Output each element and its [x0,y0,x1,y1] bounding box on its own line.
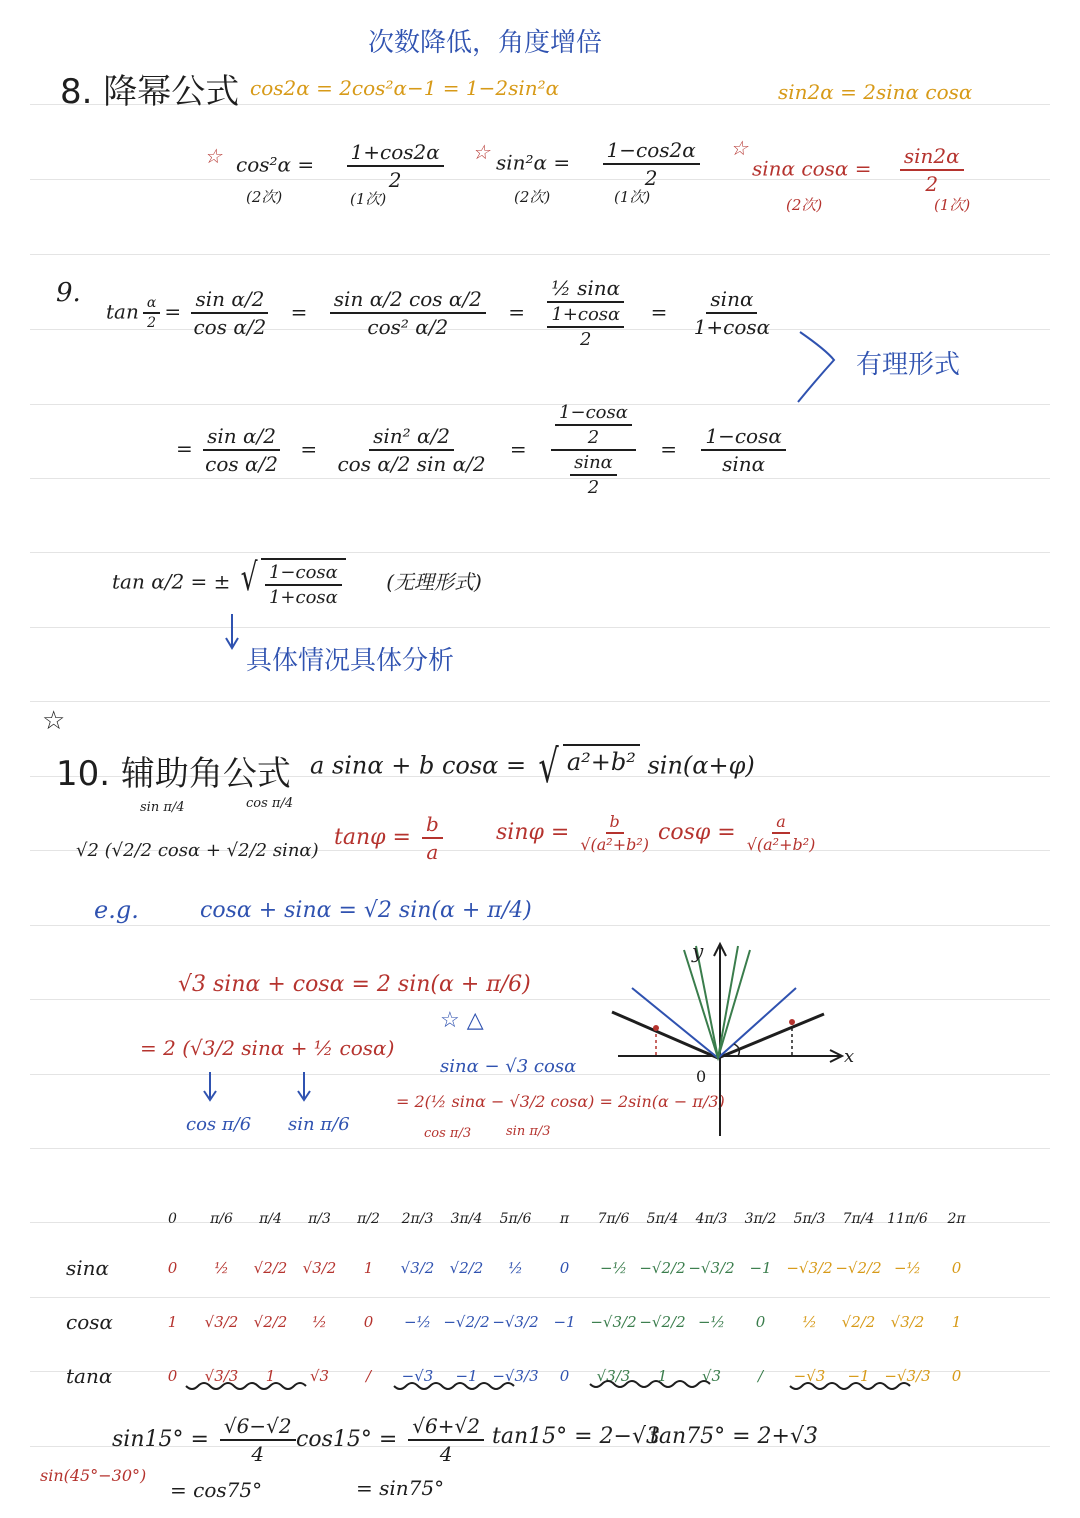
table-cell: −1 [749,1259,772,1277]
r1-d-den: 1+cosα [693,315,771,339]
formula-sincos-lhs: sinα cosα = [752,156,872,181]
tan75: tan75° = 2+√3 [650,1424,818,1449]
sin-phi-num: b [606,812,624,834]
formula-cos2-lhs: cos²α = [236,152,315,177]
table-cell: −√2/2 [835,1259,882,1277]
table-cell: √3 [701,1367,722,1385]
table-cell: √3/2 [204,1313,239,1331]
wavy-underline-icon [184,1380,944,1394]
table-cell: 0 [951,1259,962,1277]
degree-note-1x-a: (1次) [350,190,387,208]
table-header-cell: π/6 [210,1211,233,1227]
trig-value-table [66,1197,981,1403]
degree-note-2x-c: (2次) [786,196,823,214]
expand-sqrt2: √2 (√2/2 cosα + √2/2 sinα) [76,840,319,861]
r1-c-den-top: 1+cosα [547,304,624,328]
example-2: √3 sinα + cosα = 2 sin(α + π/6) [178,972,531,997]
table-row [66,1295,981,1349]
table-cell: √3/3 [204,1367,239,1385]
cos-phi [658,812,819,854]
table-cell: √3/3 [596,1367,631,1385]
star-icon: ☆ [204,144,222,168]
r2-a-num: sin α/2 [203,424,280,451]
r2-d-num: 1−cosα [701,424,786,451]
table-cell: 1 [951,1313,962,1331]
r1-a-num: sin α/2 [191,287,268,314]
star-icon: ☆ [472,140,490,164]
origin-label: 0 [696,1067,707,1086]
example-2-cos: cos π/6 [186,1114,252,1135]
table-cell: 0 [559,1367,570,1385]
irrational-lhs: tan α/2 = ± [112,569,231,594]
header-note: 次数降低，角度增倍 [368,28,603,58]
tan-phi-num: b [422,812,443,839]
hint-cos-pi4: cos π/4 [246,796,294,811]
aux-rhs: sin(α+φ) [647,751,755,780]
r1-a-den: cos α/2 [193,315,267,339]
aux-radicand: a²+b² [563,744,640,790]
formula-sincos-den: 2 [925,172,939,196]
r2-d-den: sinα [722,452,766,476]
formula-sincos-num: sin2α [900,144,964,171]
sin-phi-den: √(a²+b²) [580,835,650,854]
section-10-title: 10. 辅助角公式 [56,754,291,794]
row-label-tan: tanα [66,1364,113,1388]
r2-b-den: cos α/2 sin α/2 [337,452,486,476]
r2-c-num-top: 1−cosα [555,402,632,426]
tan-phi-lhs: tanφ = [334,825,411,850]
table-cell: 1 [363,1259,374,1277]
example-2-sin: sin π/6 [288,1114,350,1135]
irrational-form: tan α/2 = ± √ $\frac{1-\cos\alpha}{1+\cos\alpha}$ (无理形式) [112,555,482,608]
example-3: sinα − √3 cosα [440,1056,577,1077]
equals-sign: = [300,436,318,461]
table-cell: / [757,1367,764,1385]
table-cell: 0 [363,1313,374,1331]
table-header-cell: 3π/2 [744,1211,777,1227]
half-angle-row-2 [176,402,790,498]
table-header-cell: 7π/6 [597,1211,630,1227]
r1-c-den-bot: 2 [580,329,592,350]
table-cell: 0 [167,1367,178,1385]
formula-sincos [752,144,968,196]
cos15-num: √6+√2 [408,1414,484,1441]
table-cell: −√3/2 [492,1313,539,1331]
table-cell: 0 [167,1259,178,1277]
table-header-cell: 5π/4 [646,1211,679,1227]
table-header-cell: 5π/6 [499,1211,532,1227]
table-header-cell: 0 [168,1211,177,1227]
double-angle-cos: cos2α = 2cos²α−1 = 1−2sin²α [250,76,560,100]
table-cell: −√3/2 [688,1259,735,1277]
irr-num: 1−cosα [265,562,342,586]
table-cell: ½ [214,1259,229,1277]
formula-cos2 [236,140,448,192]
table-header-row [66,1197,981,1241]
table-header-cell: π [559,1211,570,1227]
row-label-cos: cosα [66,1310,114,1334]
degree-note-1x-b: (1次) [614,188,651,206]
tan-phi-den: a [426,840,439,864]
example-3-cos: cos π/3 [424,1126,472,1141]
table-cell: −½ [403,1313,432,1331]
section-8-title: 8. 降幂公式 [60,72,240,112]
table-cell: −√2/2 [639,1259,686,1277]
auxiliary-angle-formula: a sinα + b cosα = √ a²+b² sin(α+φ) [310,740,755,793]
table-cell: −√3/3 [884,1367,931,1385]
star-icon: ☆ [730,136,748,160]
cos15-den: 4 [439,1442,453,1466]
table-cell: −½ [697,1313,726,1331]
table-cell: −½ [599,1259,628,1277]
axis-y-label: y [692,939,704,963]
table-cell: −√3/2 [786,1259,833,1277]
table-cell: √3 [309,1367,330,1385]
table-cell: 1 [657,1367,668,1385]
r2-c-num-bot: 2 [587,427,600,448]
r1-b-den: cos² α/2 [367,315,449,339]
table-cell: 1 [265,1367,276,1385]
sin-phi-lhs: sinφ = [496,820,570,845]
eg-label: e.g. [94,896,139,924]
table-header-cell: 5π/3 [793,1211,826,1227]
table-cell: −√3 [401,1367,434,1385]
cos-phi-num: a [772,812,790,834]
rational-form-label: 有理形式 [856,350,961,380]
table-header-cell: 7π/4 [842,1211,875,1227]
table-cell: √2/2 [449,1259,484,1277]
arrow-down-icon [222,612,242,652]
tan15: tan15° = 2−√3 [492,1424,660,1449]
degree-note-2x-b: (2次) [514,188,551,206]
r1-b-num: sin α/2 cos α/2 [330,287,486,314]
r1-d-num: sinα [706,287,757,314]
formula-sin2-num: 1−cos2α [603,138,700,165]
table-cell: ½ [508,1259,523,1277]
table-cell: 0 [559,1259,570,1277]
sin15-note: sin(45°−30°) [40,1466,147,1485]
irrational-label: (无理形式) [386,569,482,594]
example-3-sin: sin π/3 [506,1124,551,1139]
two-label: 2 [147,315,157,331]
table-header-cell: 4π/3 [695,1211,728,1227]
axis-x-label: x [844,1046,855,1067]
equals-sign: = [176,436,193,461]
alpha-label: α [143,295,160,314]
example-2-expand: = 2 (√3/2 sinα + ½ cosα) [140,1036,395,1060]
table-cell: −√3 [793,1367,826,1385]
sin-phi [496,812,653,854]
table-cell: / [365,1367,372,1385]
formula-sin2-lhs: sin²α = [496,150,571,175]
row-label-sin: sinα [66,1256,110,1280]
sin15-lhs: sin15° = [112,1427,209,1452]
table-header-cell: π/4 [259,1211,282,1227]
example-1: cosα + sinα = √2 sin(α + π/4) [200,898,532,923]
double-angle-sin: sin2α = 2sinα cosα [778,80,973,104]
equals-sign: = [660,436,678,461]
cos-phi-den: √(a²+b²) [746,835,816,854]
section-9-number: 9. [56,278,81,308]
table-cell: −1 [455,1367,478,1385]
equals-sign: = [509,436,527,461]
table-header-cell: π/2 [357,1211,380,1227]
table-cell: −1 [847,1367,870,1385]
table-cell: ½ [802,1313,817,1331]
irr-den: 1+cosα [268,587,338,608]
aux-lhs: a sinα + b cosα = [310,751,527,780]
table-cell: √2/2 [253,1259,288,1277]
sin15 [112,1414,300,1466]
table-header-cell: 3π/4 [450,1211,483,1227]
r2-c-den-top: sinα [570,452,617,476]
equals-sign: = [508,299,525,324]
equals-sign: = [650,299,668,324]
table-cell: 1 [167,1313,178,1331]
cos-phi-lhs: cosφ = [658,820,736,845]
sin15-equals-cos75: = cos75° [170,1478,263,1502]
formula-cos2-num: 1+cos2α [347,140,444,167]
cos15 [296,1414,488,1466]
table-cell: 0 [951,1367,962,1385]
table-header-cell: π/3 [308,1211,331,1227]
table-cell: −√2/2 [639,1313,686,1331]
r2-b-num: sin² α/2 [369,424,454,451]
r1-c-num: ½ sinα [547,276,624,303]
cos15-equals-sin75: = sin75° [356,1476,445,1500]
star-icon: ☆ [42,706,66,736]
table-cell: √3/2 [890,1313,925,1331]
table-cell: −½ [893,1259,922,1277]
table-cell: ½ [312,1313,327,1331]
arrow-down-icon [200,1070,220,1104]
table-header-cell: 2π/3 [401,1211,434,1227]
example-3-expand: = 2(½ sinα − √3/2 cosα) = 2sin(α − π/3) [396,1092,725,1111]
r2-a-den: cos α/2 [205,452,278,476]
degree-note-2x-a: (2次) [246,188,283,206]
sin15-den: 4 [251,1442,265,1466]
hint-sin-pi4: sin π/4 [140,800,185,815]
formula-sin2-den: 2 [644,166,658,190]
star-triangle-icon: ☆ △ [440,1008,484,1033]
arrow-down-icon [294,1070,314,1104]
curve-green [684,950,750,1058]
degree-note-1x-c: (1次) [934,196,971,214]
table-cell: 0 [755,1313,766,1331]
table-header-cell: 2π [947,1211,966,1227]
analysis-note: 具体情况具体分析 [246,646,455,676]
half-angle-row-1 [106,276,774,350]
table-cell: −1 [553,1313,576,1331]
r2-c-den-bot: 2 [587,477,600,498]
table-header-cell: 11π/6 [887,1211,928,1227]
equals-sign: = [290,299,308,324]
table-row [66,1241,981,1295]
cos15-lhs: cos15° = [296,1427,398,1452]
table-cell: −√3/2 [590,1313,637,1331]
table-cell: √2/2 [841,1313,876,1331]
table-cell: −√3/3 [492,1367,539,1385]
table-cell: −√2/2 [443,1313,490,1331]
table-cell: √3/2 [400,1259,435,1277]
tan-phi [334,812,447,864]
sin15-num: √6−√2 [220,1414,296,1441]
tan-half-lhs: tan [106,299,139,324]
table-cell: √2/2 [253,1313,288,1331]
table-cell: √3/2 [302,1259,337,1277]
equals-sign: = [164,299,182,324]
formula-sin2 [496,138,704,190]
table-row [66,1349,981,1403]
auxiliary-angle-graph [600,930,880,1142]
formula-cos2-den: 2 [388,168,402,192]
